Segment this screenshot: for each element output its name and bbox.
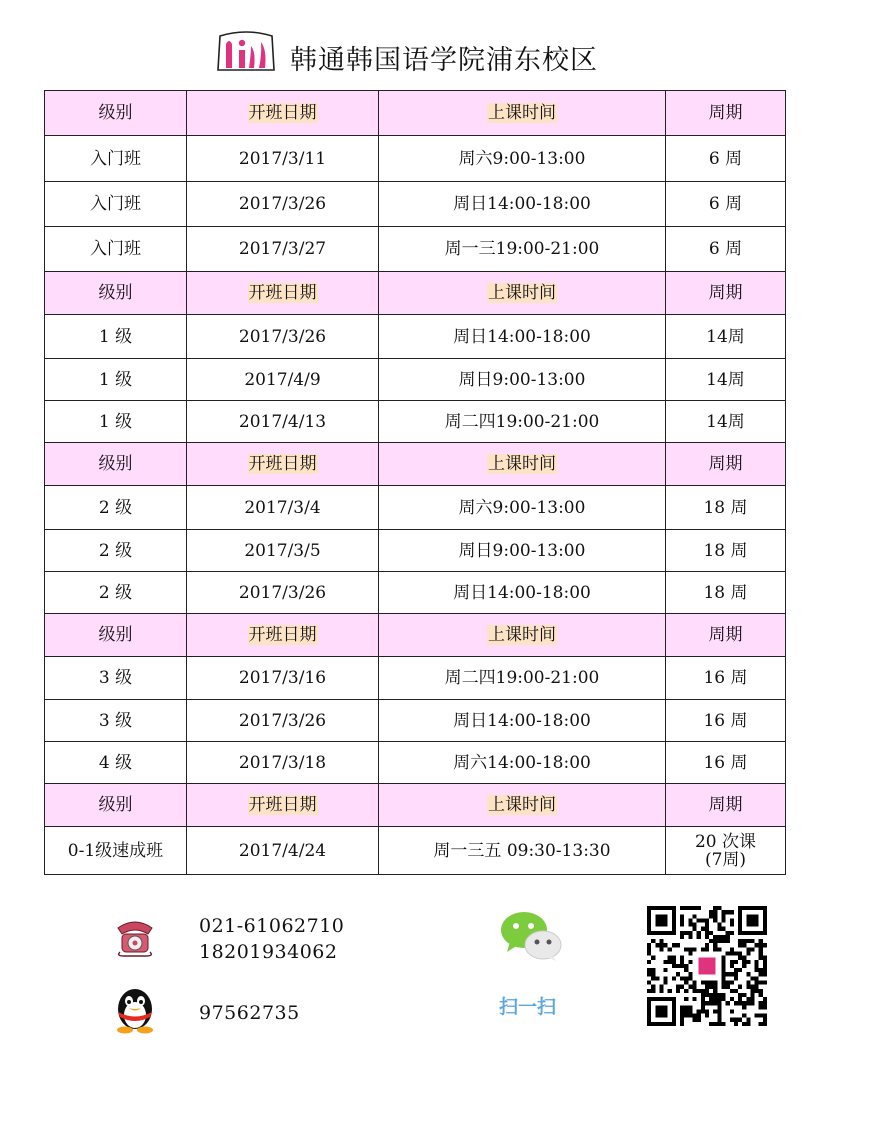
table-row: [45, 227, 786, 272]
level-header-label: 级别: [98, 103, 133, 123]
level-cell: 0-1级速成班: [45, 827, 187, 875]
qq-number: 97562735: [199, 1002, 300, 1024]
duration-header: [666, 784, 786, 827]
level-header-label: 级别: [98, 625, 133, 645]
class-time-header: [379, 272, 666, 315]
class-time-cell: 周一三19:00-21:00: [379, 227, 666, 272]
table-header-row: [45, 272, 786, 315]
table-row: [45, 700, 786, 742]
table-row: [45, 315, 786, 359]
duration-cell: 14周: [666, 315, 786, 359]
duration-header: [666, 272, 786, 315]
start-date-header: [187, 614, 379, 657]
start-date-cell: 2017/3/5: [187, 530, 379, 572]
class-time-cell: 周六9:00-13:00: [379, 136, 666, 182]
scan-label: 扫一扫: [499, 996, 557, 1018]
page-title: 韩通韩国语学院浦东校区: [290, 45, 598, 76]
level-cell: 1 级: [45, 401, 187, 443]
telephone-icon: [112, 912, 158, 958]
class-time-header-label: 上课时间: [488, 103, 556, 123]
start-date-cell: 2017/4/13: [187, 401, 379, 443]
level-cell: 2 级: [45, 486, 187, 530]
duration-cell: 16 周: [666, 742, 786, 784]
class-schedule-table: [44, 90, 786, 875]
qr-code[interactable]: [647, 906, 767, 1026]
start-date-header-label: 开班日期: [248, 103, 317, 123]
duration-header-label: 周期: [708, 103, 743, 123]
level-header: [45, 614, 187, 657]
table-row: [45, 359, 786, 401]
duration-cell: 16 周: [666, 700, 786, 742]
table-row: [45, 742, 786, 784]
table-row: [45, 182, 786, 227]
duration-cell: 18 周: [666, 572, 786, 614]
start-date-cell: 2017/4/9: [187, 359, 379, 401]
table-row: [45, 572, 786, 614]
class-time-cell: 周日14:00-18:00: [379, 315, 666, 359]
start-date-cell: 2017/3/27: [187, 227, 379, 272]
duration-cell: 18 周: [666, 486, 786, 530]
level-cell: 4 级: [45, 742, 187, 784]
duration-cell: 14周: [666, 401, 786, 443]
phone-number-mobile: 18201934062: [199, 941, 338, 963]
start-date-cell: 2017/3/4: [187, 486, 379, 530]
duration-header-label: 周期: [708, 625, 743, 645]
start-date-cell: 2017/4/24: [187, 827, 379, 875]
start-date-header: [187, 91, 379, 136]
level-header: [45, 91, 187, 136]
start-date-header: [187, 784, 379, 827]
duration-cell: 6 周: [666, 136, 786, 182]
start-date-header: [187, 272, 379, 315]
duration-header-label: 周期: [708, 454, 743, 474]
table-row: [45, 136, 786, 182]
class-time-cell: 周日14:00-18:00: [379, 572, 666, 614]
duration-header-label: 周期: [708, 283, 743, 303]
start-date-cell: 2017/3/11: [187, 136, 379, 182]
level-header-label: 级别: [98, 454, 133, 474]
level-header: [45, 443, 187, 486]
duration-header: [666, 91, 786, 136]
class-time-cell: 周日9:00-13:00: [379, 359, 666, 401]
table-header-row: [45, 784, 786, 827]
phone-number-landline: 021-61062710: [199, 915, 345, 937]
start-date-header-label: 开班日期: [248, 795, 317, 815]
level-header-label: 级别: [98, 283, 133, 303]
start-date-cell: 2017/3/18: [187, 742, 379, 784]
duration-header: [666, 443, 786, 486]
duration-cell: 20 次课 (7周): [666, 827, 786, 875]
table-header-row: [45, 443, 786, 486]
table-row: [45, 657, 786, 700]
duration-cell: 6 周: [666, 182, 786, 227]
class-time-header: [379, 614, 666, 657]
class-time-cell: 周日9:00-13:00: [379, 530, 666, 572]
qq-penguin-icon: [108, 985, 162, 1035]
level-cell: 入门班: [45, 227, 187, 272]
table-row: [45, 486, 786, 530]
level-cell: 2 级: [45, 530, 187, 572]
class-time-header-label: 上课时间: [488, 454, 556, 474]
level-cell: 2 级: [45, 572, 187, 614]
class-time-header-label: 上课时间: [488, 795, 556, 815]
wechat-icon: [498, 910, 564, 962]
level-cell: 入门班: [45, 182, 187, 227]
level-header-label: 级别: [98, 795, 133, 815]
level-cell: 3 级: [45, 657, 187, 700]
start-date-header-label: 开班日期: [248, 283, 317, 303]
start-date-header-label: 开班日期: [248, 625, 317, 645]
class-time-cell: 周六9:00-13:00: [379, 486, 666, 530]
duration-cell: 18 周: [666, 530, 786, 572]
class-time-cell: 周日14:00-18:00: [379, 182, 666, 227]
start-date-cell: 2017/3/26: [187, 572, 379, 614]
start-date-cell: 2017/3/16: [187, 657, 379, 700]
page-header: [0, 0, 869, 90]
school-logo-icon: [216, 30, 276, 74]
duration-cell: 16 周: [666, 657, 786, 700]
table-header-row: [45, 91, 786, 136]
duration-cell: 6 周: [666, 227, 786, 272]
level-cell: 1 级: [45, 315, 187, 359]
table-row: [45, 827, 786, 875]
level-cell: 3 级: [45, 700, 187, 742]
class-time-header: [379, 784, 666, 827]
class-time-cell: 周二四19:00-21:00: [379, 657, 666, 700]
table-header-row: [45, 614, 786, 657]
table-row: [45, 401, 786, 443]
table-row: [45, 530, 786, 572]
start-date-header-label: 开班日期: [248, 454, 317, 474]
level-cell: 入门班: [45, 136, 187, 182]
phone-numbers: [199, 913, 344, 965]
class-time-cell: 周六14:00-18:00: [379, 742, 666, 784]
class-time-header: [379, 91, 666, 136]
class-time-header-label: 上课时间: [488, 283, 556, 303]
duration-cell: 14周: [666, 359, 786, 401]
class-time-header: [379, 443, 666, 486]
class-time-cell: 周二四19:00-21:00: [379, 401, 666, 443]
class-time-cell: 周一三五 09:30-13:30: [379, 827, 666, 875]
start-date-cell: 2017/3/26: [187, 700, 379, 742]
level-header: [45, 784, 187, 827]
start-date-cell: 2017/3/26: [187, 315, 379, 359]
start-date-header: [187, 443, 379, 486]
duration-header: [666, 614, 786, 657]
class-time-header-label: 上课时间: [488, 625, 556, 645]
start-date-cell: 2017/3/26: [187, 182, 379, 227]
duration-header-label: 周期: [708, 795, 743, 815]
level-header: [45, 272, 187, 315]
level-cell: 1 级: [45, 359, 187, 401]
class-time-cell: 周日14:00-18:00: [379, 700, 666, 742]
